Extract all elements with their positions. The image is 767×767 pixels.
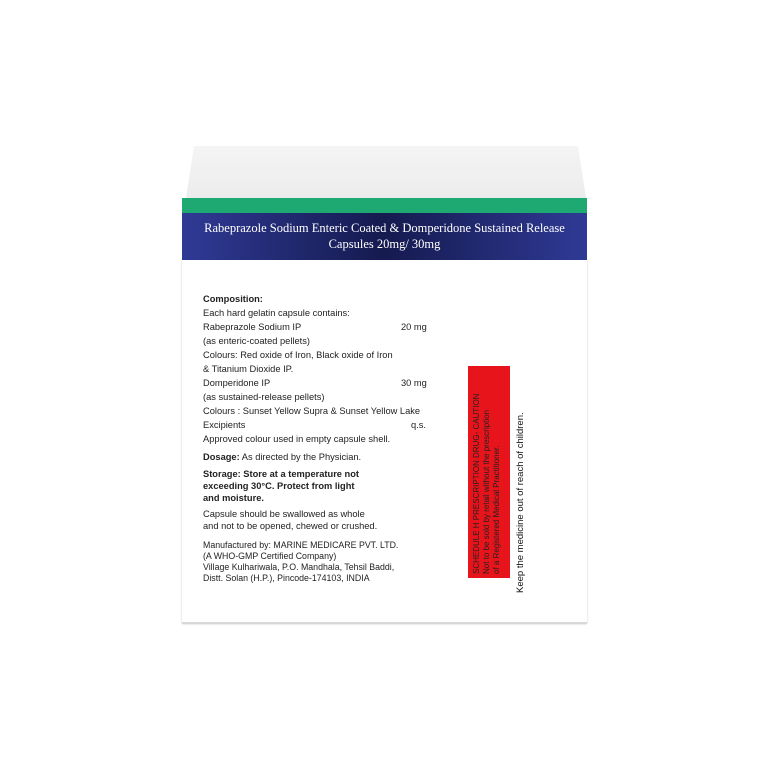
product-title-line1: Rabeprazole Sodium Enteric Coated & Domperidone Sustained Release: [204, 221, 565, 235]
storage-2: exceeding 30°C. Protect from light: [203, 481, 355, 491]
caution-text: [472, 394, 502, 574]
product-title-band: [182, 213, 587, 260]
product-title-line2: Capsules 20mg/ 30mg: [328, 237, 441, 251]
caution-line1: SCHEDULE H PRESCRIPTION DRUG- CAUTION: [472, 393, 481, 574]
excipients-qty: q.s.: [411, 420, 426, 430]
colours-1b: & Titanium Dioxide IP.: [203, 364, 294, 374]
caution-line2: Not to be sold by retail without the prescription: [482, 409, 491, 574]
ingredient-rabeprazole: Rabeprazole Sodium IP: [203, 322, 302, 332]
mfr-4: Distt. Solan (H.P.), Pincode-174103, INDIA: [203, 573, 370, 583]
swallow-2: and not to be opened, chewed or crushed.: [203, 521, 378, 531]
composition-title: Composition:: [203, 294, 263, 304]
rabeprazole-note: (as enteric-coated pellets): [203, 336, 310, 346]
storage-1: Storage: Store at a temperature not: [203, 469, 360, 479]
keep-out-of-reach-text: Keep the medicine out of reach of children.: [515, 412, 526, 593]
colours-1: Colours: Red oxide of Iron, Black oxide of Iron: [203, 350, 393, 360]
mfr-3: Village Kulhariwala, P.O. Mandhala, Tehsil Baddi,: [203, 562, 395, 572]
dosage-label: Dosage:: [203, 452, 240, 462]
composition-intro: Each hard gelatin capsule contains:: [203, 308, 350, 318]
rabeprazole-qty: 20 mg: [401, 322, 427, 332]
mfr-2: (A WHO-GMP Certified Company): [203, 551, 337, 561]
mfr-1: Manufactured by: MARINE MEDICARE PVT. LTD.: [203, 540, 399, 550]
caution-line3: of a Registered Medical Practitioner.: [492, 445, 501, 574]
domperidone-note: (as sustained-release pellets): [203, 392, 325, 402]
box-top-face: [186, 146, 586, 198]
swallow-1: Capsule should be swallowed as whole: [203, 509, 365, 519]
dosage-text: As directed by the Physician.: [239, 452, 362, 462]
excipients: Excipients: [203, 420, 246, 430]
label-text: [203, 292, 453, 584]
ingredient-domperidone: Domperidone IP: [203, 378, 271, 388]
approved-colour: Approved colour used in empty capsule shell.: [203, 434, 391, 444]
storage-3: and moisture.: [203, 493, 264, 503]
green-stripe: [182, 198, 587, 213]
domperidone-qty: 30 mg: [401, 378, 427, 388]
colours-2: Colours : Sunset Yellow Supra & Sunset Yellow Lake: [203, 406, 421, 416]
